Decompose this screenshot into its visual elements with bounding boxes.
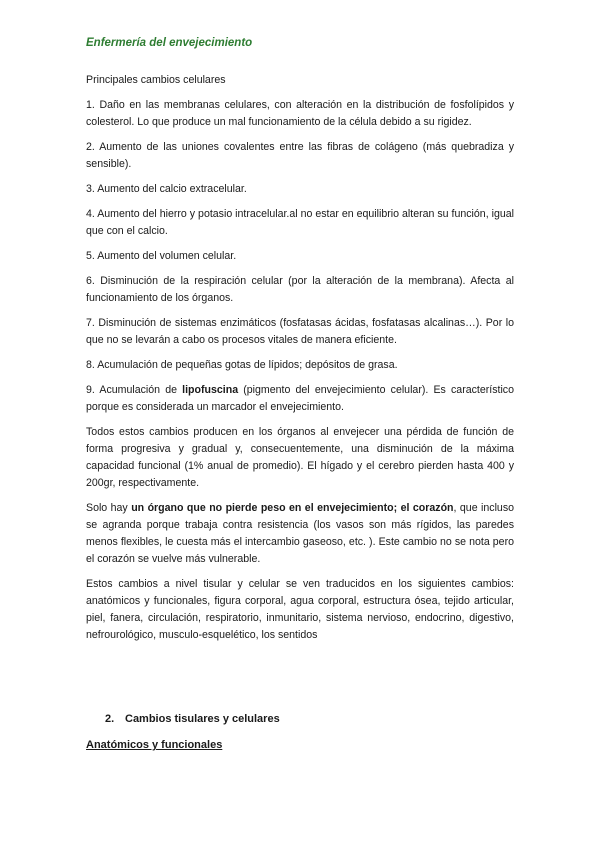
subsection-heading: Anatómicos y funcionales bbox=[86, 739, 223, 751]
section-title: Cambios tisulares y celulares bbox=[125, 713, 280, 725]
list-item: 5. Aumento del volumen celular. bbox=[86, 250, 237, 262]
paragraph bbox=[86, 500, 514, 568]
paragraph-text: , que incluso se agranda porque trabaja contra resistencia (los vasos son más rígidos, las paredes menos flexibles, le cuesta más el intercambio gaseoso, etc. ). Este cambio no se nota pero el corazón se vuelve más vulnerable. bbox=[86, 502, 515, 565]
item-text: 9. Acumulación de bbox=[86, 384, 183, 396]
intro-heading: Principales cambios celulares bbox=[86, 74, 226, 86]
paragraph-bold: un órgano que no pierde peso en el envejecimiento; el corazón bbox=[131, 502, 454, 514]
body-text bbox=[86, 72, 514, 652]
list-item bbox=[86, 382, 514, 416]
list-item: 7. Disminución de sistemas enzimáticos (fosfatasas ácidas, fosfatasas alcalinas…). Por lo que no se levarán a cabo os procesos vitales de manera eficiente. bbox=[86, 317, 514, 346]
list-item: 3. Aumento del calcio extracelular. bbox=[86, 183, 247, 195]
paragraph-text: Solo hay bbox=[86, 502, 132, 514]
list-item: 2. Aumento de las uniones covalentes entre las fibras de colágeno (más quebradiza y sensible). bbox=[86, 141, 514, 170]
running-header: Enfermería del envejecimiento bbox=[86, 37, 253, 49]
paragraph: Estos cambios a nivel tisular y celular se ven traducidos en los siguientes cambios: anatómicos y funcionales, figura corporal, agua corporal, estructura ósea, tejido articular, piel, fanera, circulación, respiratorio, inmunitario, sistema nervioso, endocrino, digestivo, nefrourológico, musculo-esquelético, los sentidos bbox=[86, 578, 514, 641]
item-text: (pigmento del envejecimiento celular). Es característico porque es considerada un marcador el envejecimiento. bbox=[86, 384, 514, 413]
list-item: 1. Daño en las membranas celulares, con alteración en la distribución de fosfolípidos y colesterol. Lo que produce un mal funcionamiento de la célula debido a su rigidez. bbox=[86, 99, 514, 128]
list-item: 8. Acumulación de pequeñas gotas de lípidos; depósitos de grasa. bbox=[86, 359, 398, 371]
section-heading bbox=[105, 713, 280, 725]
list-item: 6. Disminución de la respiración celular (por la alteración de la membrana). Afecta al funcionamiento de los órganos. bbox=[86, 275, 514, 304]
section-number: 2. bbox=[105, 713, 115, 725]
list-item: 4. Aumento del hierro y potasio intracelular.al no estar en equilibrio alteran su función, igual que con el calcio. bbox=[86, 208, 514, 237]
paragraph: Todos estos cambios producen en los órganos al envejecer una pérdida de función de forma progresiva y gradual y, consecuentemente, una disminución de la máxima capacidad funcional (1% anual de promedio). El hígado y el cerebro pierden hasta 400 y 200gr, respectivamente. bbox=[86, 426, 514, 489]
item-bold-term: lipofuscina bbox=[182, 384, 239, 396]
